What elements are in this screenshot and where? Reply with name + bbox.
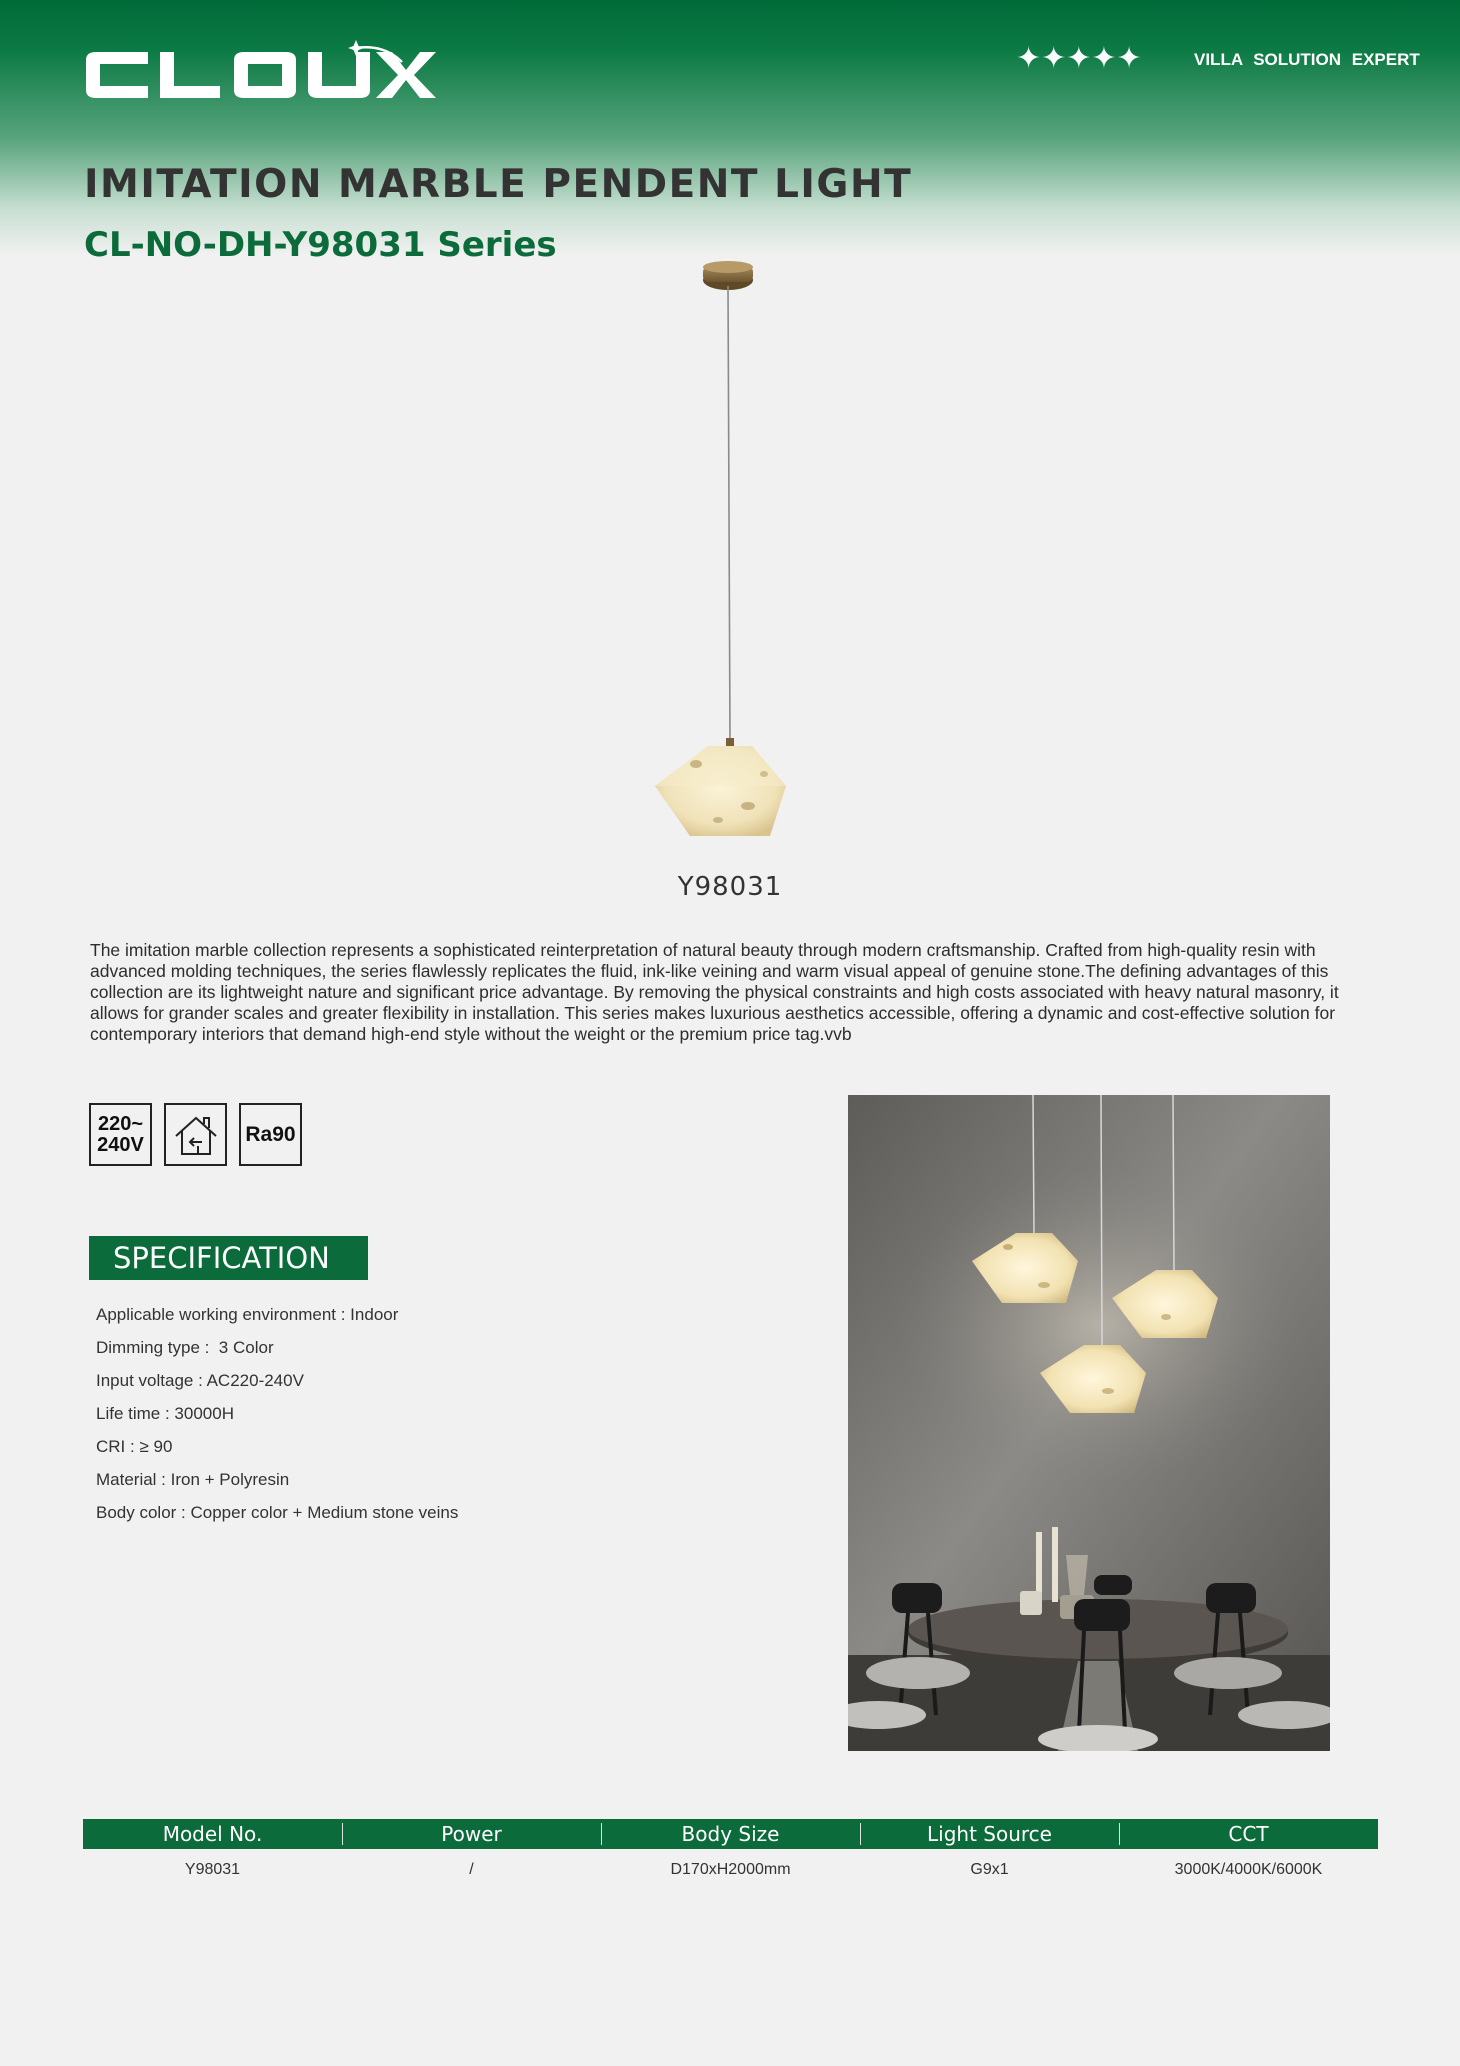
header-band	[0, 0, 1460, 260]
product-spec-table	[83, 1819, 1378, 1887]
cri-badge: Ra90	[239, 1103, 302, 1166]
spec-item: Life time : 30000H	[96, 1404, 234, 1423]
series-subtitle: CL-NO-DH-Y98031 Series	[84, 225, 557, 265]
table-cell-model: Y98031	[184, 1861, 241, 1878]
spec-item: Body color : Copper color + Medium stone veins	[96, 1503, 459, 1522]
table-cell-light-source: G9x1	[970, 1861, 1009, 1878]
page-title: IMITATION MARBLE PENDENT LIGHT	[84, 162, 913, 207]
table-header-model: Model No.	[83, 1819, 342, 1849]
voltage-badge-line1: 220~	[97, 1112, 144, 1135]
table-row	[83, 1849, 1378, 1887]
spec-item: Applicable working environment : Indoor	[96, 1305, 399, 1324]
table-cell-body-size: D170xH2000mm	[670, 1861, 791, 1878]
brand-logo	[84, 40, 436, 106]
specification-heading: SPECIFICATION	[89, 1236, 368, 1280]
table-cell-cct: 3000K/4000K/6000K	[1174, 1861, 1323, 1878]
spec-item: Material : Iron + Polyresin	[96, 1470, 290, 1489]
spec-item: Input voltage : AC220-240V	[96, 1371, 304, 1390]
table-header-cct: CCT	[1119, 1819, 1378, 1849]
room-scene-photo	[848, 1095, 1330, 1751]
model-caption: Y98031	[677, 872, 783, 902]
table-header-body-size: Body Size	[601, 1819, 860, 1849]
specification-list	[96, 1301, 458, 1532]
table-cell-power: /	[469, 1861, 474, 1878]
rating-stars-icon: ✦✦✦✦✦	[1016, 41, 1142, 76]
spec-item: Dimming type : 3 Color	[96, 1338, 274, 1357]
voltage-badge	[89, 1103, 152, 1166]
brand-tagline: VILLA SOLUTION EXPERT	[1194, 50, 1420, 69]
table-header-light-source: Light Source	[860, 1819, 1119, 1849]
spec-item: CRI : ≥ 90	[96, 1437, 173, 1456]
product-description: The imitation marble collection represents a sophisticated reinterpretation of natural beauty through modern craftsmanship. Crafted from high-quality resin with advanced molding techniques, the series flawlessly replicates the fluid, ink-like veining and warm visual appeal of genuine stone.The defining advantages of this collection are its lightweight nature and significant price advantage. By removing the physical constraints and high costs associated with heavy natural masonry, it allows for grander scales and greater flexibility in installation. This series makes luxurious aesthetics accessible, offering a dynamic and cost-effective solution for contemporary interiors that demand high-end style without the weight or the premium price tag.vvb	[90, 940, 1339, 1044]
table-header-row	[83, 1819, 1378, 1849]
indoor-house-icon	[164, 1103, 227, 1166]
pendant-light-product-image	[640, 258, 820, 848]
voltage-badge-line2: 240V	[97, 1133, 144, 1156]
table-header-power: Power	[342, 1819, 601, 1849]
